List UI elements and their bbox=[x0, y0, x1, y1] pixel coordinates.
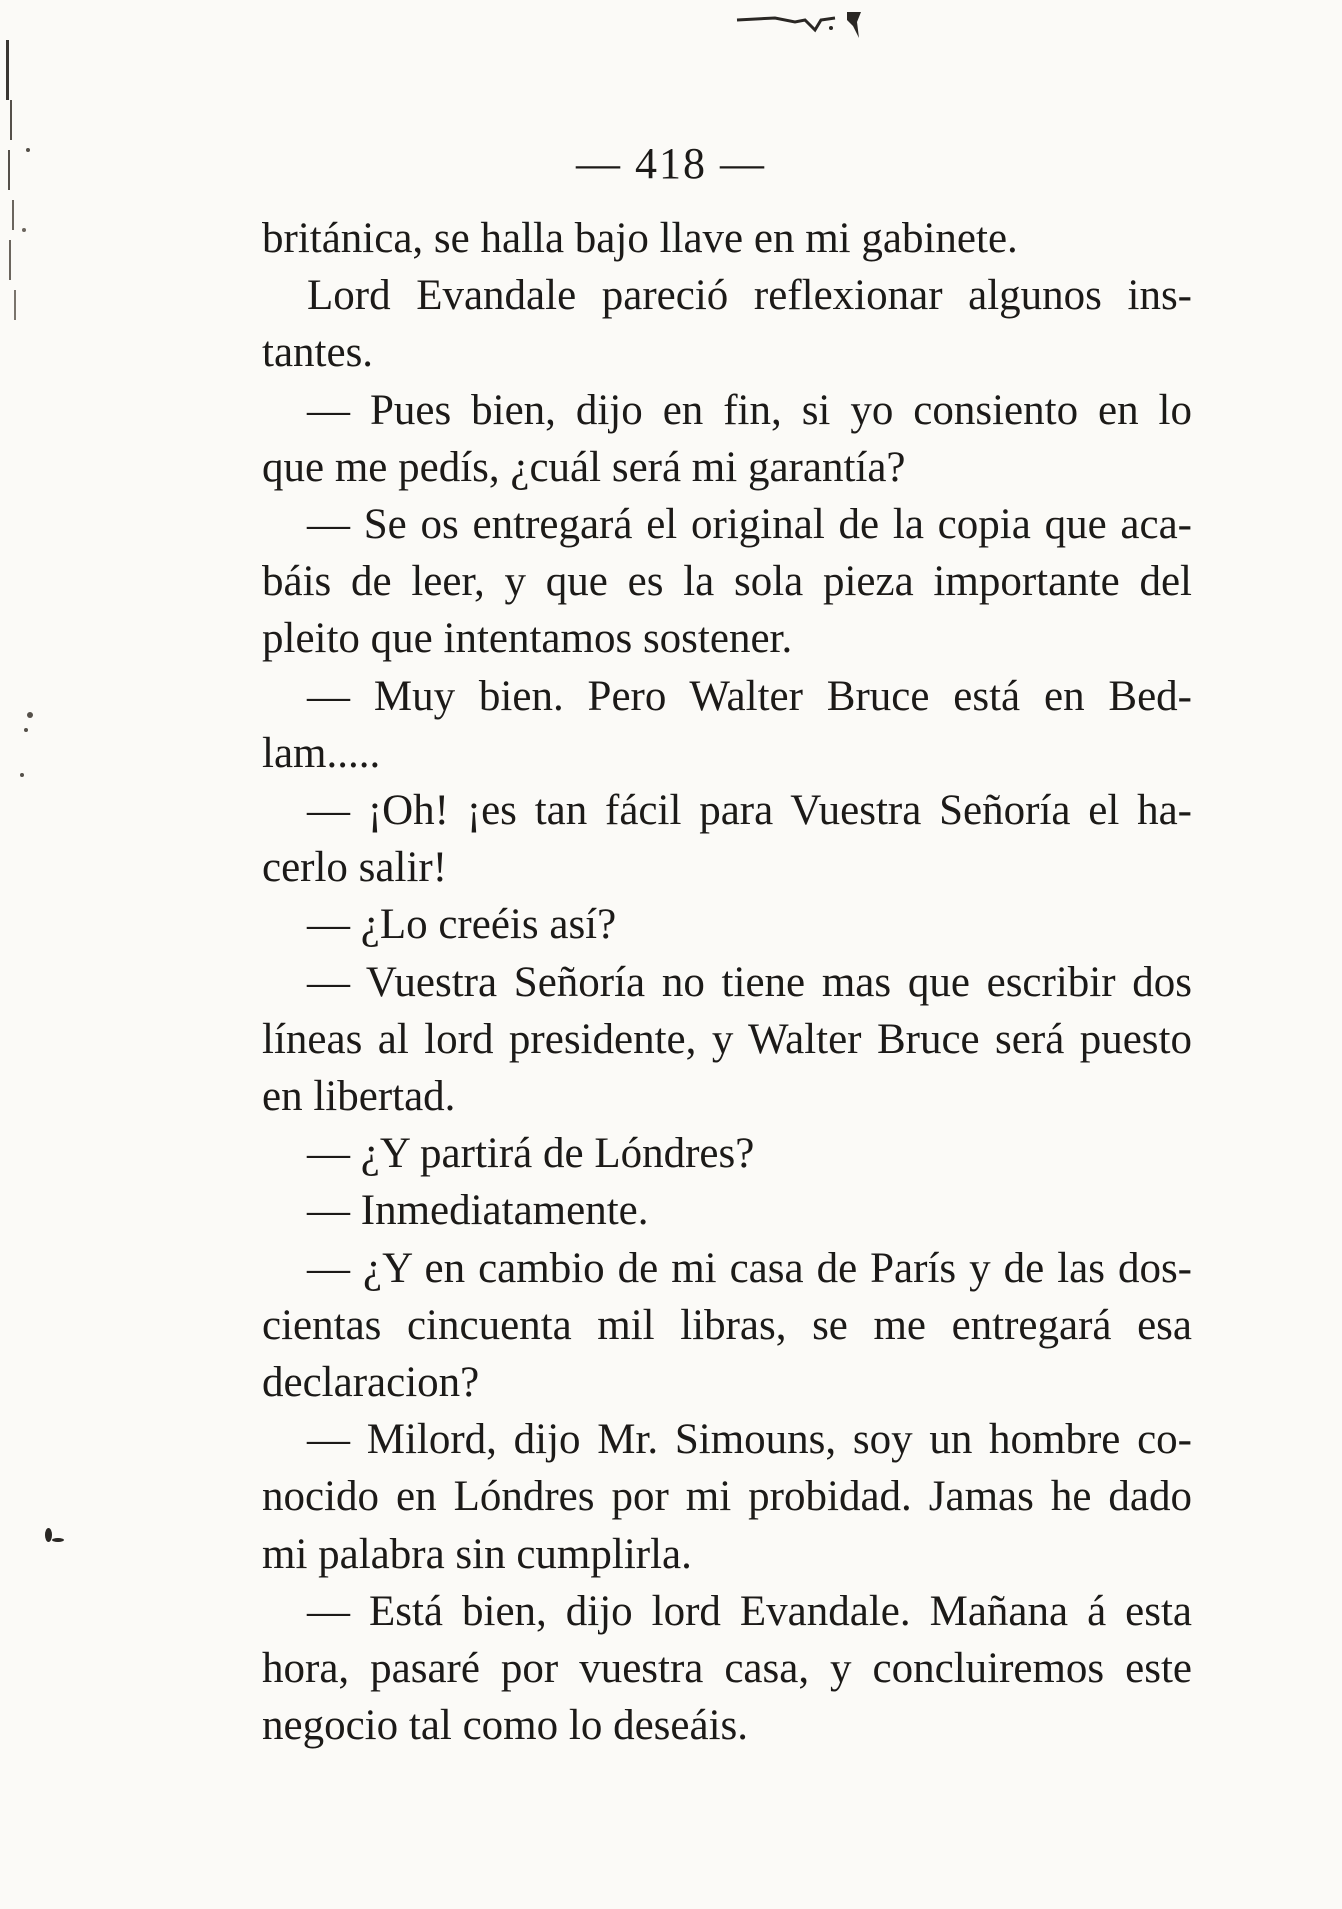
text-line: negocio tal como lo deseáis. bbox=[262, 1702, 748, 1750]
text-line: — Está bien, dijo lord Evandale. Mañana á esta bbox=[307, 1587, 1192, 1635]
page-number: — 418 — bbox=[576, 139, 766, 188]
text-line: en libertad. bbox=[262, 1073, 456, 1121]
text-line: nocido en Lóndres por mi probidad. Jamas he dado bbox=[262, 1473, 1192, 1521]
text-line: líneas al lord presidente, y Walter Bruce será puesto bbox=[262, 1015, 1192, 1063]
paragraph bbox=[262, 1583, 1192, 1755]
paragraph bbox=[262, 1411, 1192, 1583]
text-line: báis de leer, y que es la sola pieza importante del bbox=[262, 558, 1192, 606]
paragraph bbox=[262, 496, 1192, 668]
paragraph bbox=[262, 382, 1192, 496]
paragraph bbox=[262, 210, 1192, 267]
text-line: — ¿Y partirá de Lóndres? bbox=[307, 1130, 755, 1178]
text-line: lam..... bbox=[262, 729, 381, 777]
text-line: cerlo salir! bbox=[262, 844, 448, 892]
text-line: mi palabra sin cumplirla. bbox=[262, 1530, 692, 1578]
paragraph bbox=[262, 896, 1192, 953]
text-line: — Inmediatamente. bbox=[307, 1187, 649, 1235]
text-line: pleito que intentamos sostener. bbox=[262, 615, 793, 663]
paragraph bbox=[262, 1182, 1192, 1239]
text-line: que me pedís, ¿cuál será mi garantía? bbox=[262, 443, 906, 491]
paragraph bbox=[262, 1125, 1192, 1182]
paragraph bbox=[262, 668, 1192, 782]
text-line: Lord Evandale pareció reflexionar algunos ins- bbox=[307, 272, 1192, 320]
text-line: declaracion? bbox=[262, 1359, 480, 1407]
text-line: — Milord, dijo Mr. Simouns, soy un hombre co- bbox=[307, 1416, 1192, 1464]
text-line: cientas cincuenta mil libras, se me entregará esa bbox=[262, 1301, 1192, 1349]
text-line: — Se os entregará el original de la copia que aca- bbox=[307, 501, 1192, 549]
text-line: — ¿Lo creéis así? bbox=[307, 901, 617, 949]
body-text bbox=[262, 210, 1192, 1754]
text-line: — ¿Y en cambio de mi casa de París y de las dos- bbox=[307, 1244, 1192, 1292]
text-line: — Muy bien. Pero Walter Bruce está en Bed- bbox=[307, 672, 1192, 720]
text-line: británica, se halla bajo llave en mi gabinete. bbox=[262, 215, 1018, 262]
paragraph bbox=[262, 782, 1192, 896]
paragraph bbox=[262, 954, 1192, 1126]
text-line: hora, pasaré por vuestra casa, y concluiremos este bbox=[262, 1645, 1192, 1693]
top-ornament-smudge bbox=[735, 8, 885, 44]
text-line: tantes. bbox=[262, 329, 374, 377]
text-line: — Pues bien, dijo en fin, si yo consiento en lo bbox=[307, 386, 1192, 434]
paragraph bbox=[262, 267, 1192, 381]
text-line: — ¡Oh! ¡es tan fácil para Vuestra Señoría el ha- bbox=[307, 787, 1192, 835]
paragraph bbox=[262, 1240, 1192, 1412]
text-line: — Vuestra Señoría no tiene mas que escribir dos bbox=[307, 958, 1192, 1006]
